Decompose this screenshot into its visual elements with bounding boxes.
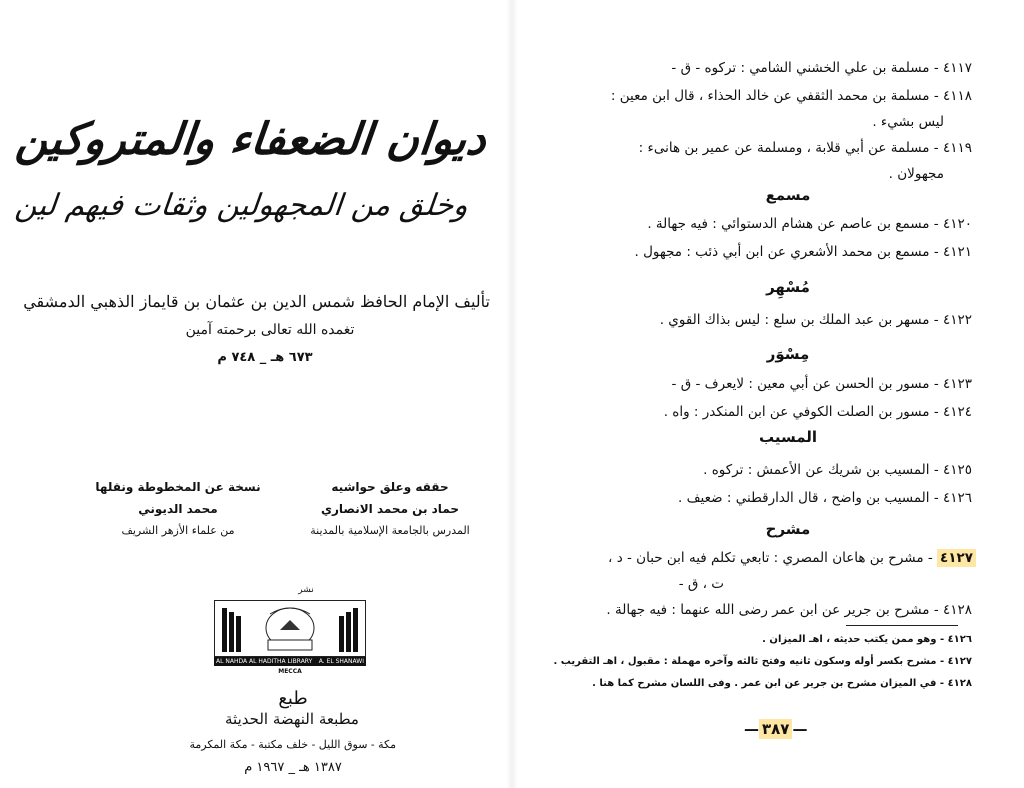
- press-name: مطبعة النهضة الحديثة: [225, 710, 359, 728]
- press-year: ١٣٨٧ هـ _ ١٩٦٧ م: [244, 760, 342, 775]
- copyist-credit: [88, 480, 268, 537]
- publisher-word: نشر: [298, 585, 314, 595]
- author-line: تأليف الإمام الحافظ شمس الدين بن عثمان بن قايماز الذهبي الدمشقي: [23, 292, 490, 311]
- highlighted-entry-number[interactable]: ٤١٢٧: [937, 549, 976, 567]
- entry-line: ٤١٢٠ - مسمع بن عاصم عن هشام الدستوائي : فيه جهالة .: [647, 216, 972, 232]
- editor-name: حماد بن محمد الانصاري: [320, 502, 460, 516]
- section-heading: مِسْوَر: [766, 345, 810, 363]
- copyist-note: من علماء الأزهر الشريف: [121, 524, 235, 537]
- editor-note: المدرس بالجامعة الإسلامية بالمدينة: [310, 524, 470, 537]
- emblem-left-text: AL NAHDA AL HADITHA LIBRARY: [216, 658, 313, 665]
- editor-label: حققه وعلق حواشيه: [331, 480, 449, 494]
- book-subtitle: وخلق من المجهولين وثقات فيهم لين: [13, 188, 470, 223]
- author-dates: ٦٧٣ هـ _ ٧٤٨ م: [217, 350, 313, 365]
- emblem-right-text: A. EL SHANAWI: [318, 658, 364, 665]
- page-number: — ٣٨٧ —: [744, 720, 808, 738]
- copyist-name: محمد الديوني: [138, 502, 218, 516]
- printed-word: طبع: [278, 688, 308, 709]
- entry-line: ٤١٢٦ - المسيب بن واضح ، قال الدارقطني : ضعيف .: [678, 490, 972, 506]
- emblem-caption: [214, 657, 366, 666]
- press-address: مكة - سوق الليل - خلف مكتبة - مكة المكرمة: [189, 738, 396, 751]
- footnote: ٤١٢٧ - مشرح بكسر أوله وسكون ثانيه وفتح ثالثه وآخره مهملة : مقبول ، اهـ التقريب .: [553, 656, 972, 667]
- page-number-value: ٣٨٧: [759, 719, 792, 739]
- section-heading: مسمع: [765, 186, 811, 204]
- section-heading: مشرح: [765, 520, 811, 538]
- entry-4127: [608, 550, 976, 566]
- section-heading: مُسْهِر: [766, 278, 810, 296]
- index-page: [512, 0, 1024, 788]
- entry-line: ٤١١٨ - مسلمة بن محمد الثقفي عن خالد الحذاء ، قال ابن معين :: [610, 88, 972, 104]
- entry-line: ٤١١٧ - مسلمة بن علي الخشني الشامي : تركوه - ق -: [671, 60, 972, 76]
- entry-line: ٤١٢٣ - مسور بن الحسن عن أبي معين : لايعرف - ق -: [671, 376, 972, 392]
- footnote: ٤١٢٨ - في الميزان مشرح بن جرير عن ابن عمر . وفى اللسان مشرح كما هنا .: [592, 678, 972, 689]
- editor-credit: [300, 480, 480, 537]
- book-title: ديوان الضعفاء والمتروكين: [13, 114, 489, 165]
- footnote-divider: [846, 625, 958, 626]
- section-heading: المسيب: [758, 428, 818, 446]
- entry-line: ٤١١٩ - مسلمة عن أبي قلابة ، ومسلمة عن عمير بن هانىء :: [638, 140, 972, 156]
- emblem-city: MECCA: [278, 668, 302, 675]
- entry-line: ٤١٢٨ - مشرح بن جرير عن ابن عمر رضى الله عنهما : فيه جهالة .: [606, 602, 972, 618]
- copyist-label: نسخة عن المخطوطة ونقلها: [95, 480, 261, 494]
- entry-line: ٤١٢٤ - مسور بن الصلت الكوفي عن ابن المنكدر : واه .: [663, 404, 972, 420]
- entry-line: ٤١٢٢ - مسهر بن عبد الملك بن سلع : ليس بذاك القوي .: [659, 312, 972, 328]
- entry-line: ت ، ق -: [678, 576, 724, 592]
- entry-line: ٤١٢٥ - المسيب بن شريك عن الأعمش : تركوه .: [703, 462, 972, 478]
- blessing-line: تغمده الله تعالى برحمته آمين: [185, 322, 355, 338]
- entry-text: - مشرح بن هاعان المصري : تابعي تكلم فيه ابن حبان - د ،: [608, 550, 938, 566]
- entry-line: ليس بشيء .: [872, 114, 944, 130]
- footnote: ٤١٢٦ - وهو ممن يكتب حديثه ، اهـ الميزان .: [762, 634, 972, 645]
- entry-line: مجهولان .: [888, 166, 944, 182]
- entry-line: ٤١٢١ - مسمع بن محمد الأشعري عن ابن أبي ذئب : مجهول .: [634, 244, 972, 260]
